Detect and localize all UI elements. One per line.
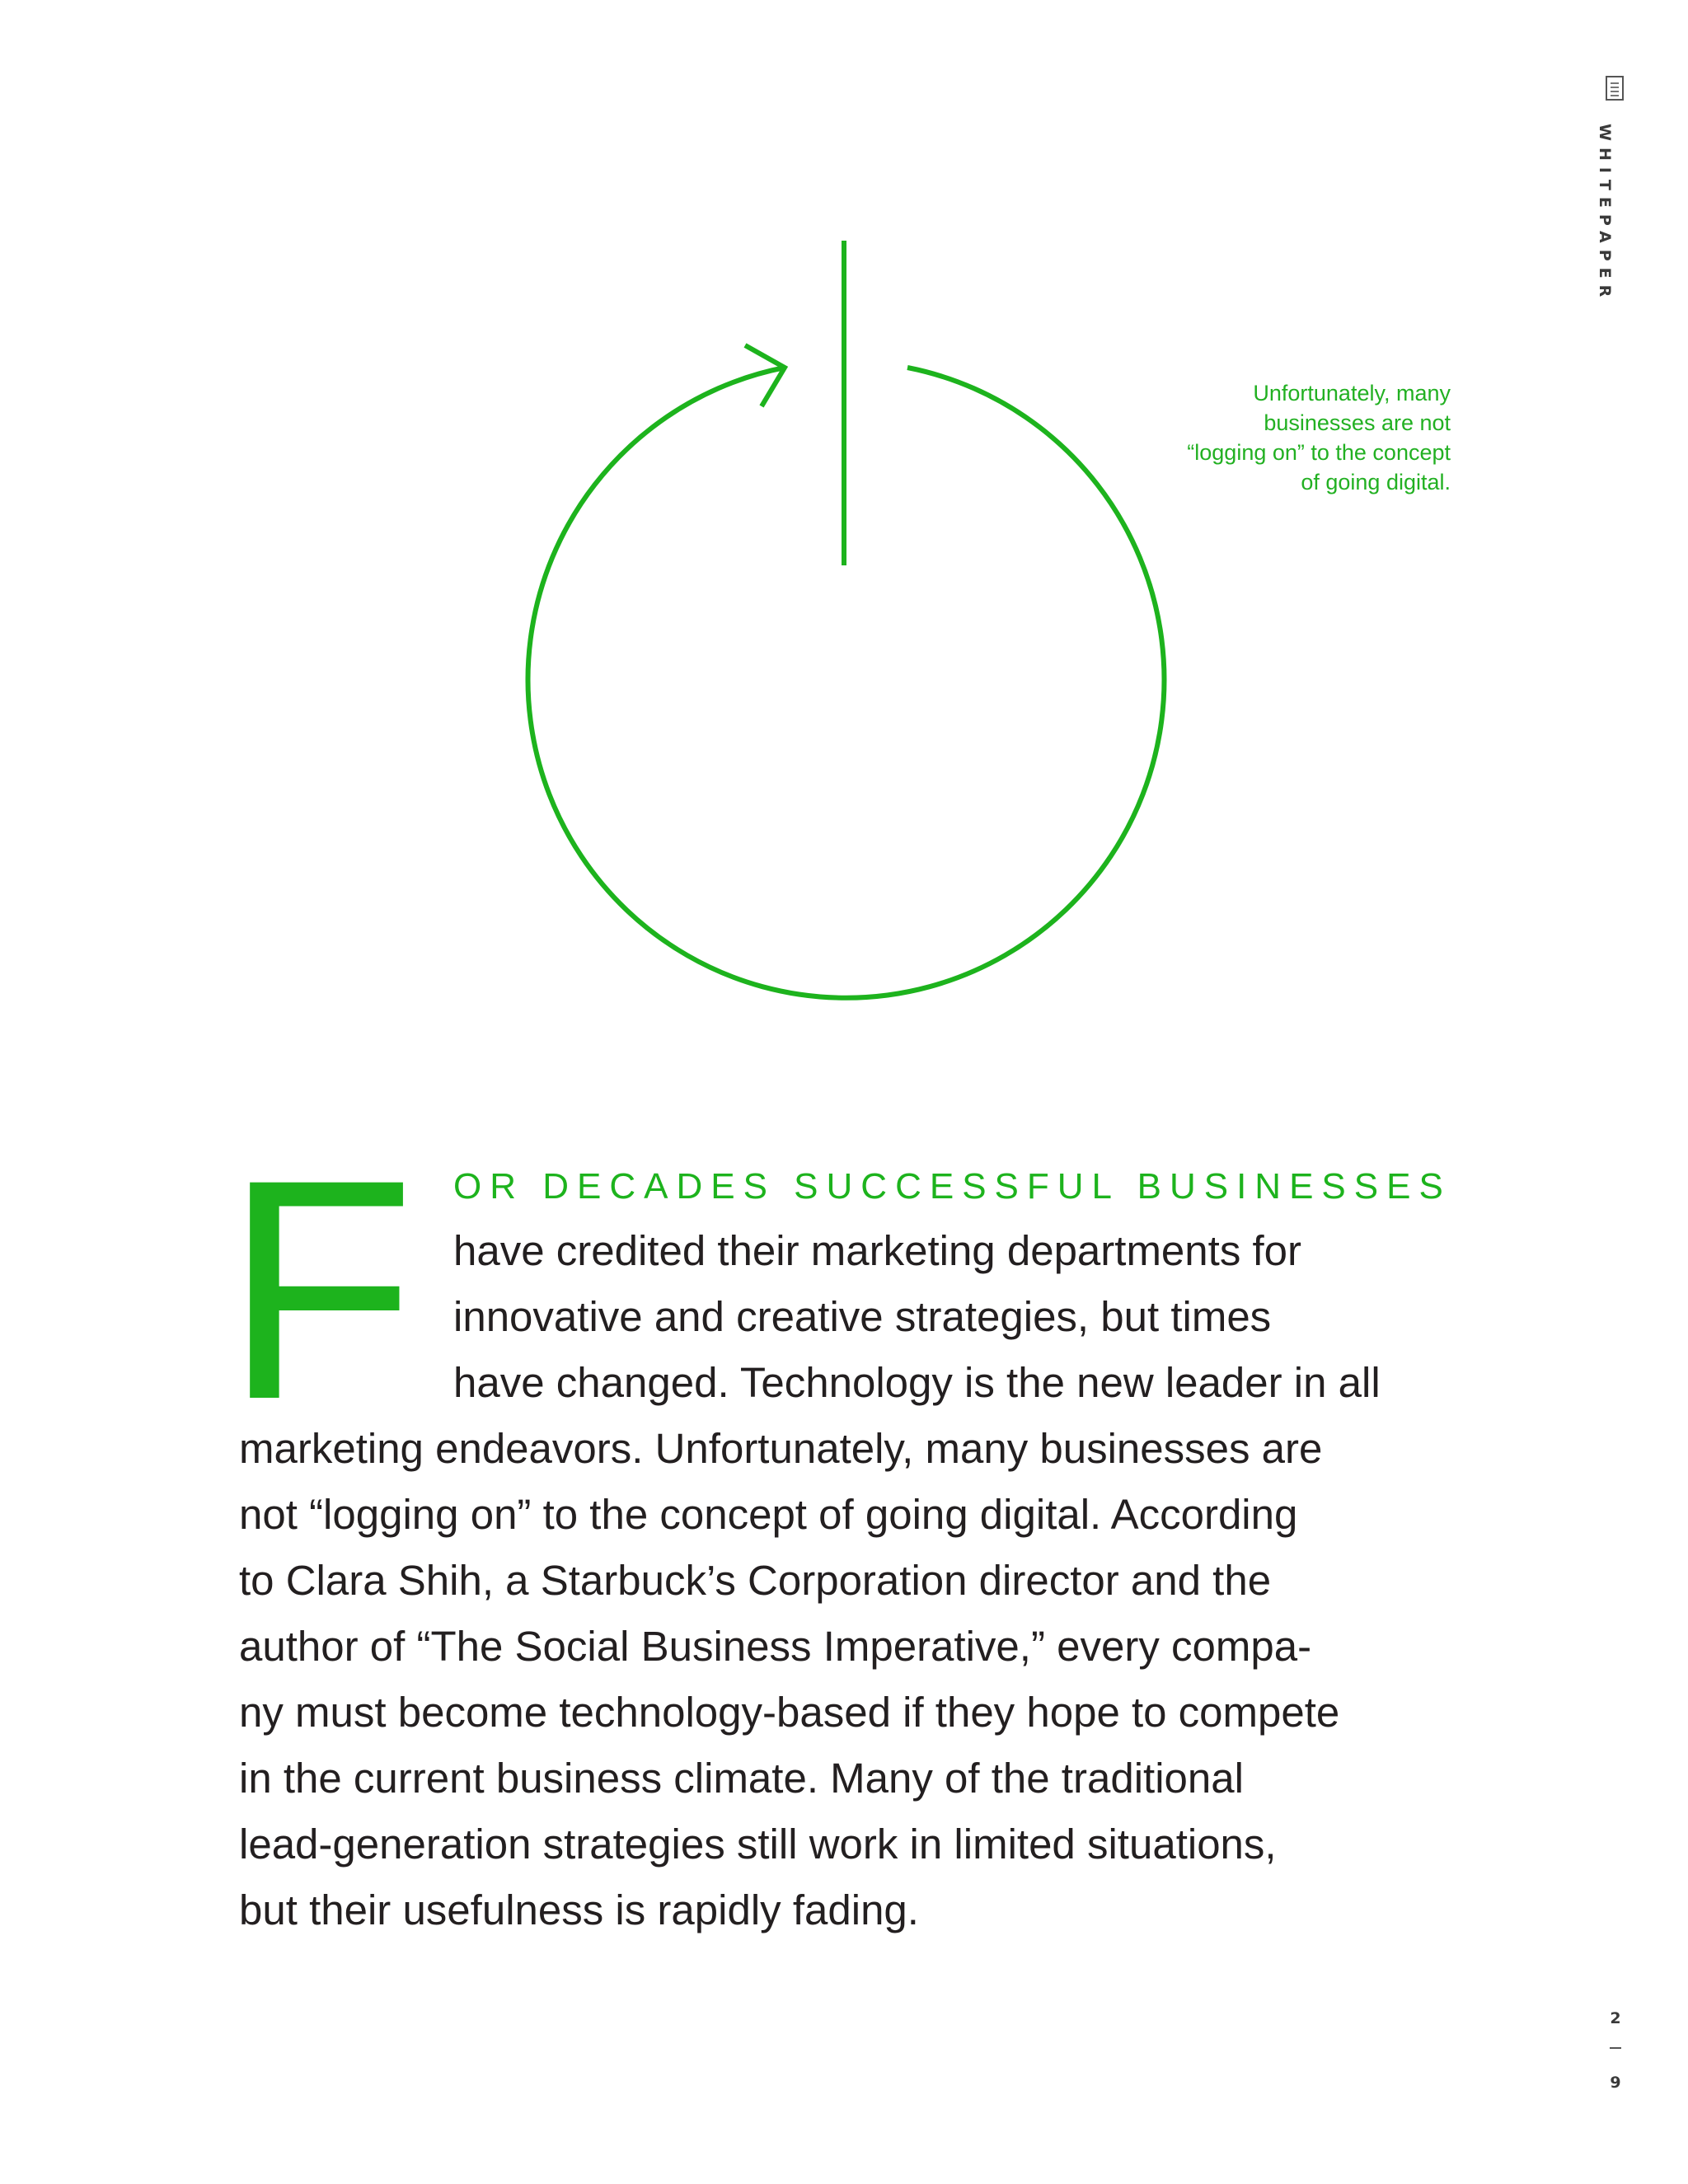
drop-cap: F <box>224 1114 416 1465</box>
pull-quote-line: “logging on” to the concept <box>1187 440 1451 465</box>
article-body <box>239 1218 1459 1943</box>
total-pages-number: 9 <box>1610 2074 1621 2092</box>
body-line: in the current business climate. Many of the traditional <box>239 1755 1244 1802</box>
body-line: not “logging on” to the concept of going digital. According <box>239 1491 1298 1538</box>
body-line: marketing endeavors. Unfortunately, many businesses are <box>239 1425 1323 1472</box>
pull-quote-line: of going digital. <box>1301 470 1451 494</box>
body-line: lead-generation strategies still work in limited situations, <box>239 1821 1277 1868</box>
page-number <box>1599 2009 1632 2092</box>
page-number-divider <box>1610 2047 1621 2049</box>
body-line: but their usefulness is rapidly fading. <box>239 1886 919 1933</box>
body-line: author of “The Social Business Imperative,” every compa- <box>239 1623 1312 1670</box>
pull-quote <box>1121 378 1451 497</box>
current-page-number: 2 <box>1610 2009 1621 2027</box>
pull-quote-line: businesses are not <box>1264 410 1451 435</box>
body-line: have changed. Technology is the new leader in all <box>453 1359 1381 1406</box>
body-line: innovative and creative strategies, but times <box>453 1293 1272 1340</box>
section-label: WHITEPAPER <box>1596 124 1614 304</box>
body-line: to Clara Shih, a Starbuck’s Corporation director and the <box>239 1557 1272 1604</box>
body-line: have credited their marketing departments for <box>453 1227 1302 1274</box>
body-line: ny must become technology-based if they hope to compete <box>239 1689 1340 1736</box>
lead-in-heading: OR DECADES SUCCESSFUL BUSINESSES <box>453 1166 1451 1207</box>
pull-quote-line: Unfortunately, many <box>1253 381 1451 405</box>
document-icon <box>1606 76 1624 101</box>
power-icon <box>511 231 1187 1005</box>
